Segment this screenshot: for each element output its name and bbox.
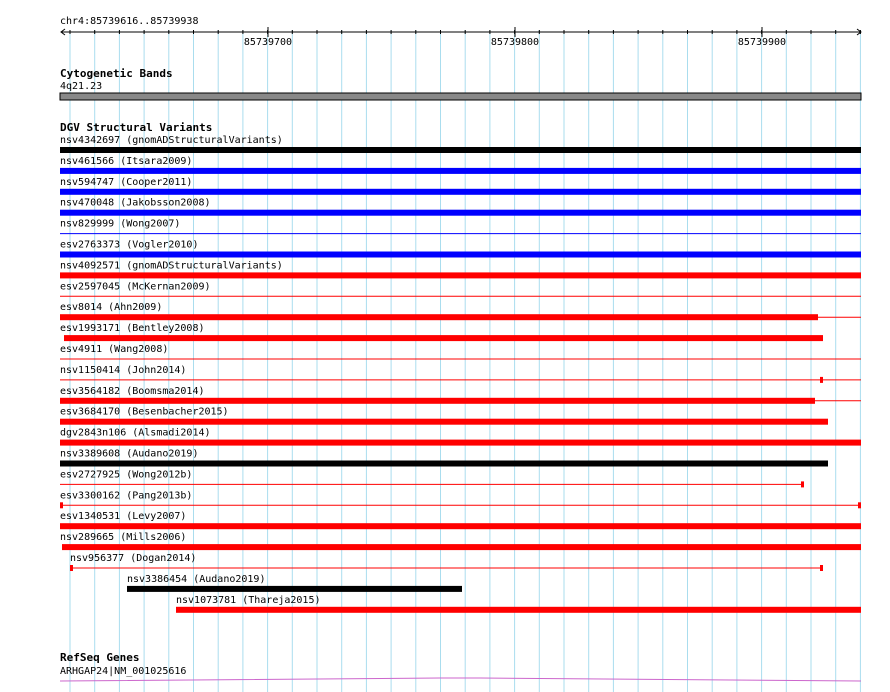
dgv-feature-bar[interactable]: [60, 398, 815, 404]
ruler-tick-label: 85739700: [243, 37, 293, 48]
dgv-feature[interactable]: [60, 302, 861, 320]
dgv-feature-bar[interactable]: [60, 252, 861, 258]
dgv-feature-bar[interactable]: [60, 314, 818, 320]
ruler-tick-label: 85739800: [490, 37, 540, 48]
dgv-feature-block[interactable]: [60, 502, 63, 508]
dgv-feature-label: esv3564182 (Boomsma2014): [60, 385, 205, 397]
dgv-feature[interactable]: [60, 281, 861, 296]
dgv-feature[interactable]: [70, 553, 823, 571]
ruler-tick-label: 85739900: [737, 37, 787, 48]
dgv-feature[interactable]: [60, 365, 861, 383]
dgv-feature-bar[interactable]: [60, 168, 861, 174]
dgv-feature-bar[interactable]: [60, 147, 861, 153]
dgv-feature-bar[interactable]: [60, 272, 861, 278]
dgv-feature[interactable]: [60, 260, 861, 278]
dgv-feature[interactable]: [60, 135, 861, 153]
dgv-feature-bar[interactable]: [64, 335, 823, 341]
gene-model-line[interactable]: [60, 678, 861, 681]
ruler-track[interactable]: [60, 16, 861, 48]
dgv-feature[interactable]: [60, 511, 861, 529]
dgv-feature-block[interactable]: [820, 565, 823, 571]
cytoband-track[interactable]: [60, 67, 861, 100]
dgv-feature[interactable]: [60, 532, 861, 550]
dgv-feature[interactable]: [60, 177, 861, 195]
dgv-feature[interactable]: [60, 386, 861, 404]
dgv-feature[interactable]: [60, 428, 861, 446]
dgv-feature[interactable]: [60, 198, 861, 216]
location-label: chr4:85739616..85739938: [60, 16, 199, 27]
dgv-track[interactable]: [60, 121, 861, 613]
dgv-feature[interactable]: [60, 469, 804, 487]
dgv-feature-block[interactable]: [858, 502, 861, 508]
dgv-feature-label: esv4911 (Wang2008): [60, 344, 169, 355]
cytoband-label: 4q21.23: [60, 81, 103, 92]
dgv-feature[interactable]: [60, 240, 861, 258]
dgv-feature-bar[interactable]: [60, 189, 861, 195]
dgv-feature-bar[interactable]: [60, 210, 861, 216]
dgv-feature-label: nsv461566 (Itsara2009): [60, 155, 193, 167]
dgv-feature-label: dgv2843n106 (Alsmadi2014): [60, 427, 211, 439]
track-title: Cytogenetic Bands: [60, 67, 173, 80]
dgv-feature-label: nsv3389608 (Audano2019): [60, 448, 199, 460]
dgv-feature[interactable]: [60, 490, 861, 508]
dgv-feature[interactable]: [60, 344, 861, 359]
dgv-feature-block[interactable]: [820, 377, 823, 383]
refseq-track[interactable]: [60, 651, 861, 681]
dgv-feature-bar[interactable]: [62, 544, 861, 550]
dgv-feature-label: nsv470048 (Jakobsson2008): [60, 197, 211, 209]
dgv-feature-label: nsv594747 (Cooper2011): [60, 176, 193, 188]
dgv-feature-label: esv2597045 (McKernan2009): [60, 281, 211, 293]
dgv-feature-label: esv2727925 (Wong2012b): [60, 469, 193, 481]
dgv-feature-label: nsv1073781 (Thareja2015): [176, 594, 321, 606]
dgv-feature-label: esv2763373 (Vogler2010): [60, 239, 199, 251]
dgv-feature[interactable]: [60, 323, 823, 341]
dgv-feature-label: nsv956377 (Dogan2014): [70, 553, 197, 564]
cytoband-bar[interactable]: [60, 93, 861, 100]
dgv-feature-block[interactable]: [801, 481, 804, 487]
dgv-feature-label: nsv3386454 (Audano2019): [127, 573, 266, 585]
dgv-feature[interactable]: [60, 407, 828, 425]
dgv-feature[interactable]: [60, 156, 861, 174]
dgv-feature-bar[interactable]: [60, 419, 828, 425]
dgv-feature-label: esv3684170 (Besenbacher2015): [60, 406, 229, 418]
dgv-feature-bar[interactable]: [60, 440, 861, 446]
dgv-feature-label: esv1993171 (Bentley2008): [60, 323, 205, 335]
gene-label: ARHGAP24|NM_001025616: [60, 666, 187, 677]
dgv-feature-label: nsv289665 (Mills2006): [60, 532, 187, 544]
dgv-feature-label: nsv4342697 (gnomADStructuralVariants): [60, 135, 283, 146]
track-title: RefSeq Genes: [60, 651, 140, 664]
dgv-feature-label: nsv1150414 (John2014): [60, 364, 187, 376]
track-title: DGV Structural Variants: [60, 121, 213, 134]
dgv-feature-label: esv8014 (Ahn2009): [60, 302, 163, 314]
dgv-features: [60, 135, 861, 613]
dgv-feature-block[interactable]: [70, 565, 73, 571]
dgv-feature-label: esv3300162 (Pang2013b): [60, 490, 193, 502]
dgv-feature-bar[interactable]: [127, 586, 462, 592]
dgv-feature[interactable]: [127, 574, 462, 592]
dgv-feature-bar[interactable]: [60, 461, 828, 467]
dgv-feature-label: nsv4092571 (gnomADStructuralVariants): [60, 260, 283, 272]
dgv-feature-bar[interactable]: [60, 523, 861, 529]
dgv-feature-label: esv1340531 (Levy2007): [60, 511, 187, 523]
dgv-feature[interactable]: [60, 449, 828, 467]
dgv-feature-bar[interactable]: [176, 607, 861, 613]
dgv-feature-label: nsv829999 (Wong2007): [60, 218, 181, 230]
dgv-feature[interactable]: [176, 595, 861, 613]
dgv-feature[interactable]: [60, 219, 861, 234]
